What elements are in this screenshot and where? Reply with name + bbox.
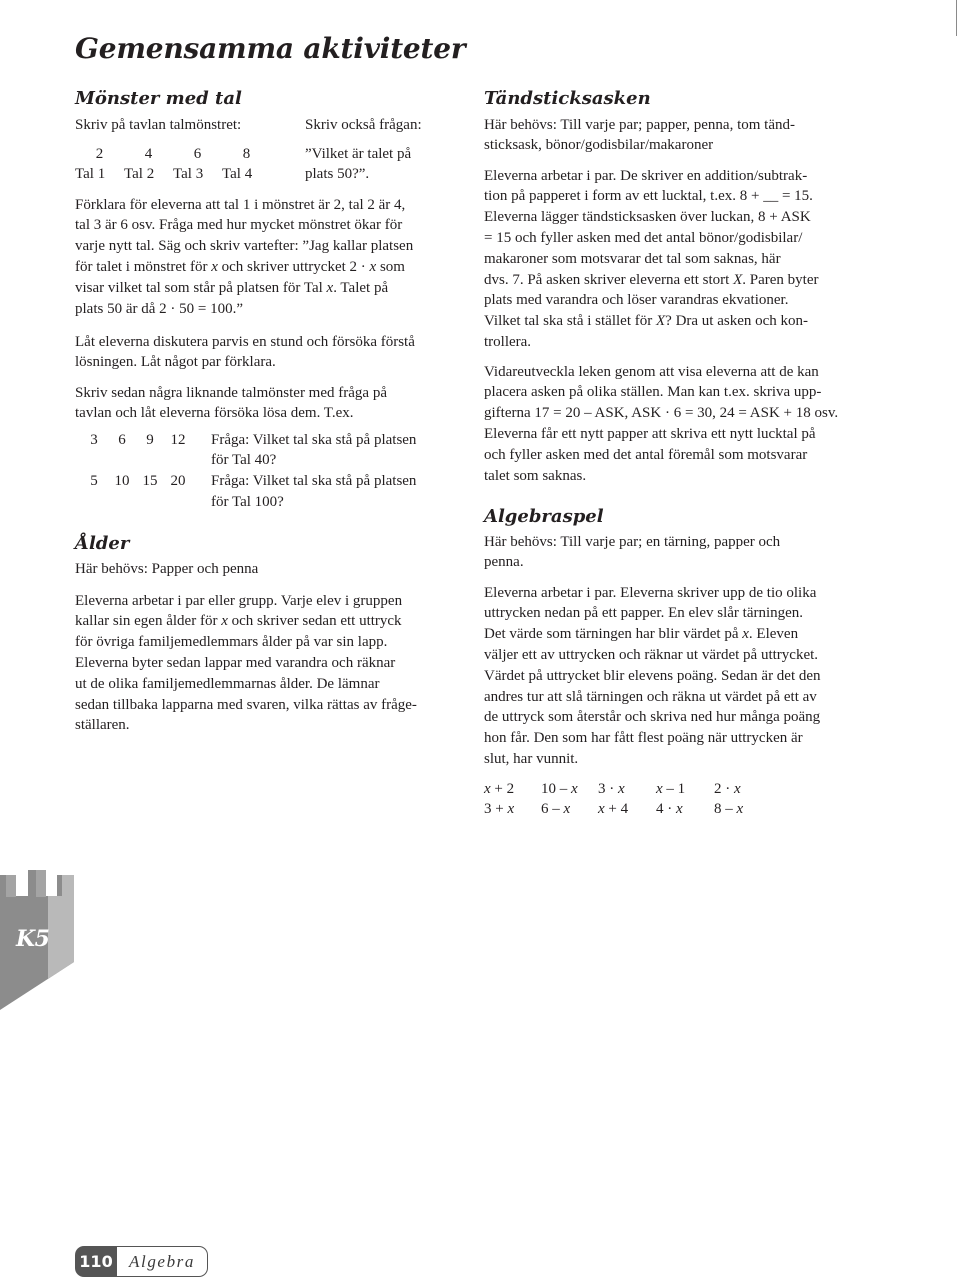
text-line: placera asken på olika ställen. Man kan t.ex. skriva upp- — [484, 384, 822, 401]
discuss-paragraph — [75, 332, 415, 374]
text-line: ställaren. — [75, 717, 130, 734]
extension-paragraph — [484, 362, 838, 487]
pattern-label: Tal 1 — [75, 165, 106, 182]
text-line: makaroner som motsvarar det tal som saknas, här — [484, 250, 781, 267]
text-line: plats med varandra och löser varandras ekvationer. — [484, 292, 789, 309]
variable-x: x — [507, 801, 515, 818]
page-number: 110 — [75, 1246, 117, 1277]
text-line: för Tal 40? — [211, 452, 277, 469]
text-line: Här behövs: Till varje par; papper, penna, tom tänd- — [484, 116, 795, 133]
activity-paragraph — [484, 166, 819, 353]
text-line: tion på papperet i form av ett lucktal, t.ex. 8 + __ = 15. — [484, 188, 813, 205]
explain-paragraph — [75, 195, 413, 320]
text-line: Eleverna arbetar i par. De skriver en addition/subtrak- — [484, 167, 808, 184]
text-line: de uttryck som återstår och skriva ned hur många poäng — [484, 709, 821, 726]
text-line: Här behövs: Till varje par; en tärning, papper och — [484, 533, 781, 550]
chapter-tab-label: K5 — [16, 926, 50, 952]
text-line: Eleverna arbetar i par. Eleverna skriver upp de tio olika — [484, 584, 817, 601]
text-line: för övriga familjemedlemmars ålder på var sin lapp. — [75, 634, 388, 651]
example-number: 10 — [114, 473, 130, 490]
expression: 3 · x — [598, 780, 625, 797]
chapter-name: Algebra — [117, 1246, 208, 1277]
expression: 6 – x — [541, 801, 571, 818]
text-line: Eleverna får ett nytt papper att skriva ett nytt lucktal på — [484, 425, 816, 442]
text-line: uttrycken nedan på ett papper. En elev slår tärningen. — [484, 605, 804, 622]
expression: 4 · x — [656, 801, 683, 818]
variable-x: x — [484, 780, 491, 797]
text-line: ut de olika familjemedlemmarnas ålder. De lämnar — [75, 675, 380, 692]
section-heading: Algebraspel — [484, 506, 604, 527]
variable-x: x — [618, 780, 625, 797]
text-line: Det värde som tärningen har blir värdet på x. Eleven — [484, 626, 799, 643]
expression-row — [484, 799, 774, 820]
pattern-number: 4 — [144, 145, 153, 162]
expression: x – 1 — [656, 780, 686, 797]
variable-x: x — [211, 258, 218, 275]
text-line: trollera. — [484, 333, 532, 350]
pattern-label: Tal 3 — [173, 165, 204, 182]
pattern-number: 2 — [95, 145, 104, 162]
question-instruction: Skriv också frågan: — [305, 116, 422, 133]
text-line: ”Vilket är talet på — [305, 145, 412, 162]
example-pattern-numbers — [80, 471, 192, 492]
variable-x: x — [676, 801, 683, 818]
text-line: visar vilket tal som står på platsen för Tal x. Talet på — [75, 279, 389, 296]
text-line: Fråga: Vilket tal ska stå på platsen — [211, 473, 417, 490]
variable-x: x — [221, 613, 228, 630]
example-number: 6 — [118, 431, 126, 448]
example-number: 5 — [90, 473, 98, 490]
text-line: plats 50?”. — [305, 166, 370, 183]
text-line: sticksask, bönor/godisbilar/makaroner — [484, 137, 714, 154]
variable-x: x — [734, 780, 741, 797]
variable-x: x — [369, 258, 377, 275]
text-line: kallar sin egen ålder för x och skriver sedan ett uttryck — [75, 613, 402, 630]
text-line: för Tal 100? — [211, 493, 284, 510]
text-line: tavlan och låt eleverna försöka lösa dem. T.ex. — [75, 405, 354, 422]
activity-paragraph — [75, 591, 417, 737]
expression: 10 – x — [541, 780, 578, 797]
crop-mark — [956, 0, 957, 36]
variable-x: x — [571, 780, 578, 797]
example-pattern-numbers — [80, 430, 192, 451]
page-title: Gemensamma aktiviteter — [75, 32, 466, 65]
pattern-label: Tal 2 — [124, 165, 155, 182]
example-question — [211, 471, 416, 513]
expression: x + 2 — [484, 780, 515, 797]
example-number: 12 — [170, 431, 186, 448]
variable-x: x — [563, 801, 571, 818]
materials-needed: Här behövs: Papper och penna — [75, 560, 259, 577]
expression: 2 · x — [714, 780, 741, 797]
text-line: Eleverna arbetar i par eller grupp. Varje elev i gruppen — [75, 592, 403, 609]
variable-x: x — [326, 279, 334, 296]
activity-paragraph — [484, 583, 821, 770]
section-heading: Tändsticksasken — [484, 88, 651, 109]
text-line: lösningen. Låt något par förklara. — [75, 354, 276, 371]
page-footer — [75, 1246, 208, 1277]
variable-x: x — [598, 801, 605, 818]
variable-x: X — [733, 271, 743, 288]
text-line: dvs. 7. På asken skriver eleverna ett stort X. Paren byter — [484, 271, 819, 288]
example-number: 15 — [142, 473, 158, 490]
text-line: Skriv sedan några liknande talmönster med fråga på — [75, 384, 387, 401]
text-line: plats 50 är då 2 · 50 = 100.” — [75, 300, 244, 317]
example-question — [211, 430, 416, 472]
example-number: 9 — [146, 431, 154, 448]
pattern-label: Tal 4 — [222, 165, 253, 182]
text-line: andres tur att slå tärningen och räkna ut värdet på ett av — [484, 688, 817, 705]
expression: 3 + x — [484, 801, 515, 818]
variable-x: x — [656, 780, 663, 797]
expression: 8 – x — [714, 801, 744, 818]
text-line: sedan tillbaka lapparna med svaren, vilka rättas av fråge- — [75, 696, 417, 713]
text-line: Vilket tal ska stå i stället för X? Dra ut asken och kon- — [484, 313, 809, 330]
text-line: Låt eleverna diskutera parvis en stund och försöka förstå — [75, 333, 415, 350]
board-question — [305, 144, 411, 186]
text-line: slut, har vunnit. — [484, 750, 579, 767]
text-line: = 15 och fyller asken med det antal bönor/godisbilar/ — [484, 229, 803, 246]
text-line: Eleverna byter sedan lappar med varandra och räknar — [75, 654, 396, 671]
variable-x: X — [655, 313, 666, 330]
expression-row — [484, 779, 774, 800]
text-line: Fråga: Vilket tal ska stå på platsen — [211, 431, 417, 448]
text-line: för talet i mönstret för x och skriver uttrycket 2 · x som — [75, 258, 405, 275]
section-heading: Mönster med tal — [75, 88, 242, 109]
pattern-labels — [75, 164, 271, 185]
text-line: Vidareutveckla leken genom att visa eleverna att de kan — [484, 363, 819, 380]
materials-needed — [484, 532, 780, 574]
example-number: 3 — [90, 431, 98, 448]
text-line: gifterna 17 = 20 – ASK, ASK · 6 = 30, 24 = ASK + 18 osv. — [484, 405, 839, 422]
text-line: Förklara för eleverna att tal 1 i mönstret är 2, tal 2 är 4, — [75, 196, 406, 213]
variable-x: x — [742, 626, 749, 643]
variable-x: x — [736, 801, 744, 818]
more-patterns-paragraph — [75, 383, 387, 425]
example-number: 20 — [170, 473, 186, 490]
text-line: varje nytt tal. Säg och skriv vartefter: ”Jag kallar platsen — [75, 238, 414, 255]
text-line: tal 3 är 6 osv. Fråga med hur mycket mönstret ökar för — [75, 217, 403, 234]
text-line: talet som saknas. — [484, 467, 587, 484]
pattern-number: 8 — [242, 145, 251, 162]
pattern-number: 6 — [193, 145, 202, 162]
text-line: och fyller asken med det antal föremål som motsvarar — [484, 446, 808, 463]
pattern-numbers — [75, 144, 271, 165]
text-line: Värdet på uttrycket blir elevens poäng. Sedan är det den — [484, 667, 821, 684]
text-line: penna. — [484, 554, 524, 571]
section-heading: Ålder — [75, 533, 130, 554]
text-line: hon får. Den som har fått flest poäng när uttrycken är — [484, 730, 803, 747]
materials-needed — [484, 115, 795, 157]
board-instruction: Skriv på tavlan talmönstret: — [75, 116, 242, 133]
expression: x + 4 — [598, 801, 629, 818]
chapter-tab — [0, 866, 78, 1012]
text-line: väljer ett av uttrycken och räknar ut värdet på uttrycket. — [484, 646, 819, 663]
text-line: Eleverna lägger tändsticksasken över luckan, 8 + ASK — [484, 209, 811, 226]
